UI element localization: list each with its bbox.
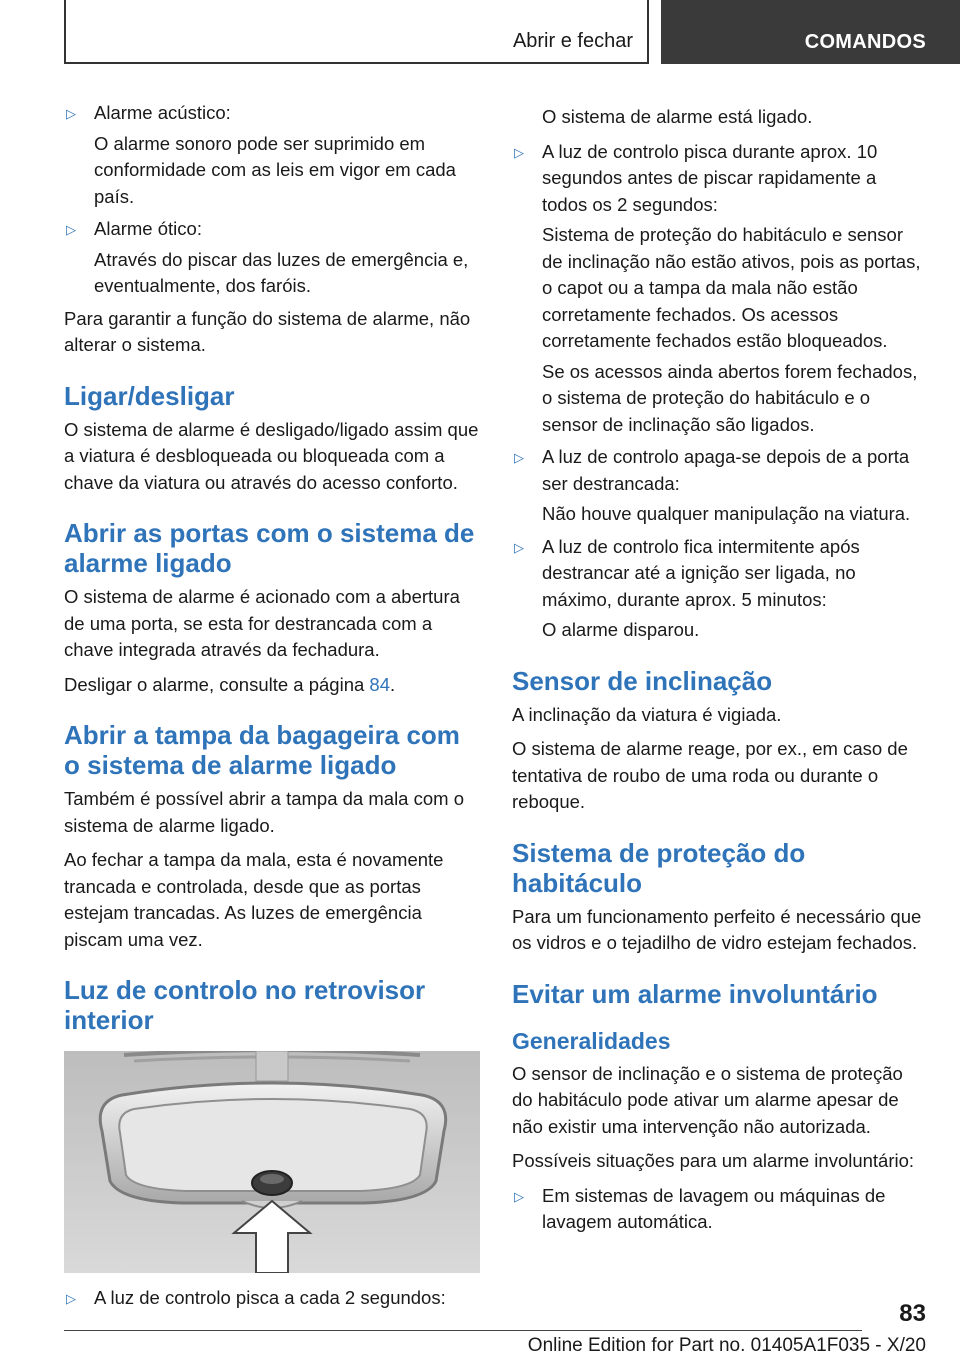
bullet-item (512, 534, 926, 644)
subheading-general: Generalidades (512, 1027, 671, 1054)
left-column (64, 100, 480, 1318)
chapter-tab (661, 0, 960, 64)
bullet-text: A luz de controlo fica intermitente após destrancar até a ignição ser ligada, no máximo, durante aprox. 5 minutos: (542, 535, 860, 610)
heading-trunk: Abrir a tampa da bagageira com o sistema de alarme ligado (64, 720, 460, 780)
right-column (512, 104, 926, 1242)
heading-switch: Ligar/desligar (64, 380, 235, 411)
paragraph: O sensor de inclinação e o sistema de proteção do habitáculo pode ativar um alarme apesar de não existir uma intervenção não autorizada. (512, 1062, 903, 1137)
bullet-text: Se os acessos ainda abertos forem fechados, o sistema de proteção do habitáculo e o sensor de inclinação são ligados. (542, 360, 918, 435)
heading-avoid: Evitar um alarme involuntário (512, 978, 878, 1009)
footer-divider (64, 1330, 862, 1331)
bullet-item (64, 216, 480, 300)
rearview-mirror-icon (64, 1051, 480, 1273)
bullet-text: Em sistemas de lavagem ou máquinas de lavagem automática. (542, 1184, 886, 1232)
edition-note: Online Edition for Part no. 01405A1F035 - X/20 (527, 1335, 926, 1356)
bullet-text: A luz de controlo pisca a cada 2 segundos: (94, 1287, 446, 1308)
bullet-label: Alarme acústico: (94, 102, 231, 123)
triangle-bullet-icon: ▷ (514, 539, 524, 555)
triangle-bullet-icon: ▷ (514, 1188, 524, 1204)
triangle-bullet-icon: ▷ (514, 450, 524, 465)
bullet-text: Não houve qualquer manipulação na viatura. (542, 503, 911, 524)
heading-doors: Abrir as portas com o sistema de alarme ligado (64, 518, 475, 578)
heading-tilt: Sensor de inclinação (512, 665, 773, 696)
paragraph: O sistema de alarme é desligado/ligado assim que a viatura é desbloqueada ou bloqueada com a chave da viatura ou através do acesso conforto. (64, 418, 479, 493)
text: Desligar o alarme, consulte a página (64, 673, 370, 695)
bullet-continuation: O sistema de alarme está ligado. (542, 106, 813, 127)
paragraph-disable (64, 672, 480, 699)
bullet-item (512, 444, 926, 528)
bullet-item (512, 1183, 926, 1236)
paragraph: O sistema de alarme é acionado com a abertura de uma porta, se esta for destrancada com a chave integrada através da fechadura. (64, 586, 460, 660)
paragraph: Possíveis situações para um alarme involuntário: (512, 1150, 915, 1171)
bullet-text: O alarme disparou. (542, 619, 700, 640)
triangle-bullet-icon: ▷ (66, 106, 76, 121)
bullet-item (512, 139, 926, 439)
chapter-title: COMANDOS (804, 31, 926, 53)
bullet-label: Alarme ótico: (94, 218, 202, 239)
page-link[interactable]: 84 (369, 673, 390, 695)
triangle-bullet-icon: ▷ (66, 222, 76, 237)
text: . (390, 673, 396, 695)
triangle-bullet-icon: ▷ (514, 144, 524, 160)
paragraph: Ao fechar a tampa da mala, esta é novamente trancada e controlada, desde que as portas estejam trancadas. As luzes de emergência piscam uma vez. (64, 849, 444, 950)
running-header (64, 0, 649, 64)
rearview-mirror-illustration (64, 1051, 480, 1273)
paragraph: Para garantir a função do sistema de alarme, não alterar o sistema. (64, 307, 471, 355)
heading-mirror: Luz de controlo no retrovisor interior (64, 975, 426, 1035)
bullet-text: Através do piscar das luzes de emergência e, eventualmente, dos faróis. (94, 248, 469, 296)
bullet-text: A luz de controlo apaga-se depois de a porta ser destrancada: (542, 446, 910, 494)
page-number: 83 (899, 1300, 926, 1327)
bullet-item (64, 100, 480, 210)
bullet-text: O alarme sonoro pode ser suprimido em conformidade com as leis em vigor em cada país. (94, 132, 456, 207)
paragraph: A inclinação da viatura é vigiada. (512, 703, 782, 725)
paragraph: O sistema de alarme reage, por ex., em caso de tentativa de roubo de uma roda ou durante o reboque. (512, 738, 908, 812)
bullet-text: A luz de controlo pisca durante aprox. 10 segundos antes de piscar rapidamente a todos os 2 segundos: (542, 140, 878, 215)
paragraph: Para um funcionamento perfeito é necessário que os vidros e o tejadilho de vidro estejam fechados. (512, 905, 922, 953)
triangle-bullet-icon: ▷ (66, 1291, 76, 1306)
bullet-text: Sistema de proteção do habitáculo e sensor de inclinação não estão ativos, pois as portas, o capot ou a tampa da mala não estão corretamente fechados. Os acessos corretamente fechados estão bloqueados. (542, 224, 921, 351)
paragraph: Também é possível abrir a tampa da mala com o sistema de alarme ligado. (64, 788, 464, 836)
section-title: Abrir e fechar (512, 30, 633, 52)
heading-cabin: Sistema de proteção do habitáculo (512, 837, 806, 898)
bullet-item (64, 1285, 480, 1312)
